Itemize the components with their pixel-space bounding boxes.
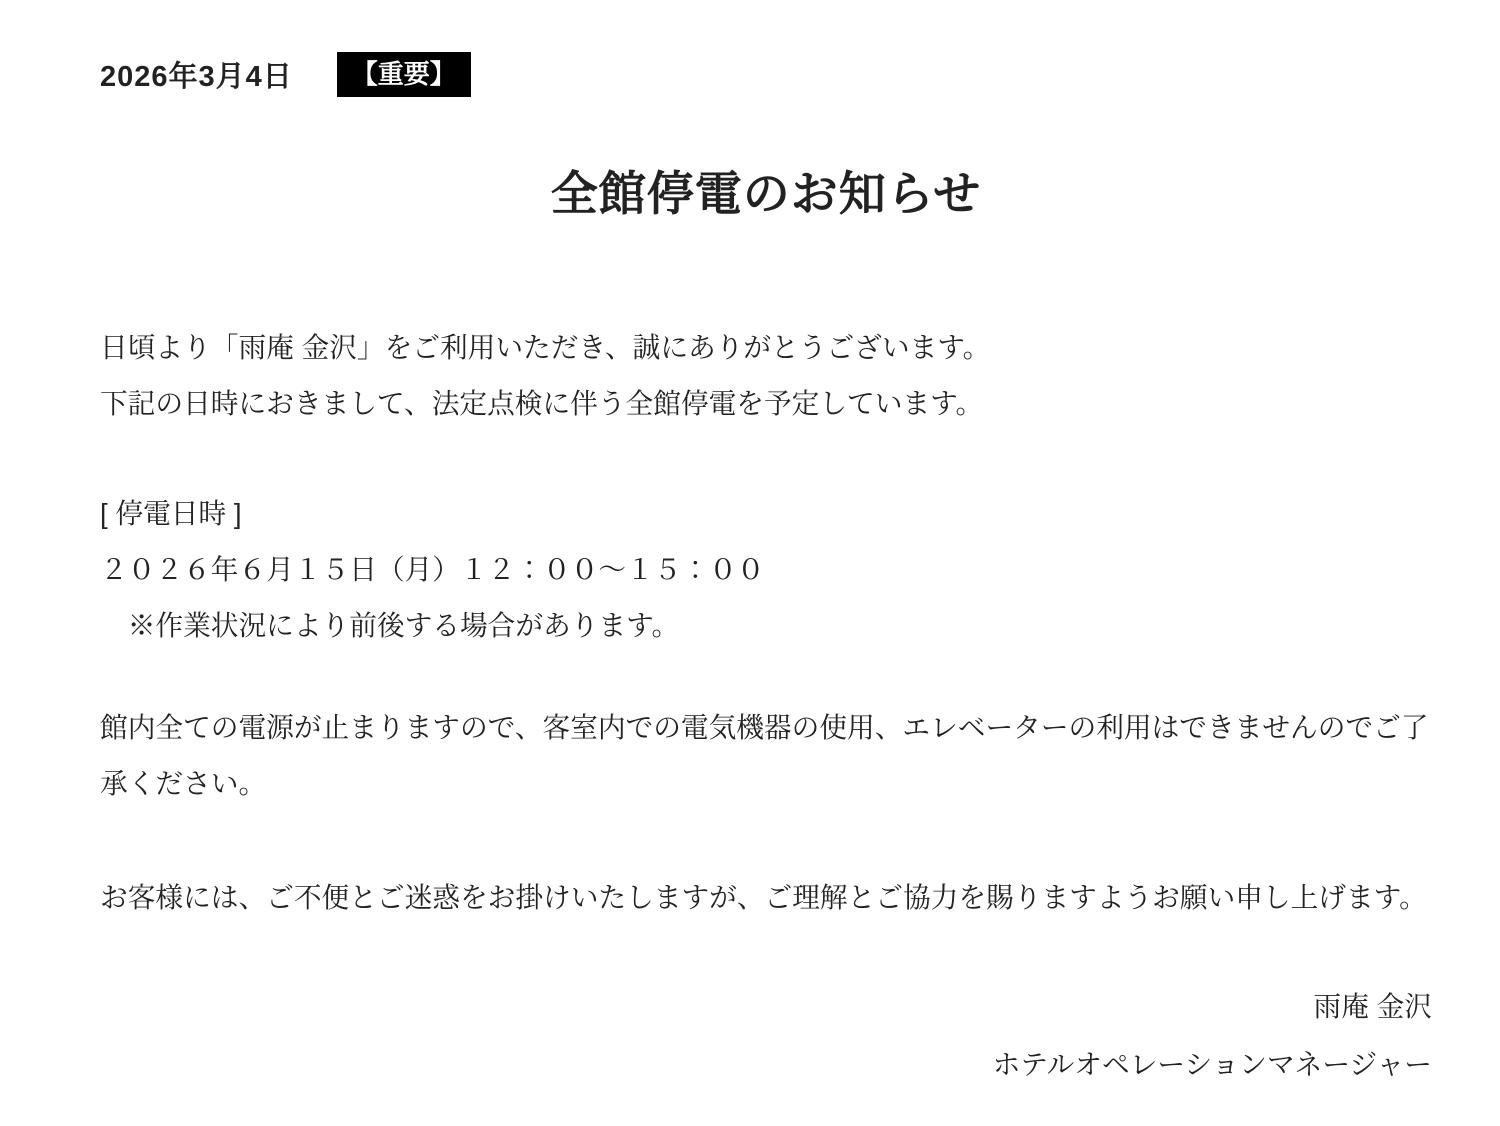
greeting-line-2: 下記の日時におきまして、法定点検に伴う全館停電を予定しています。 [100, 388, 984, 420]
outage-datetime-section [100, 486, 1432, 654]
outage-section-label: [ 停電日時 ] [100, 498, 242, 530]
apology-paragraph: お客様には、ご不便とご迷惑をお掛けいたしますが、ご理解とご協力を賜りますようお願い申し上げます。 [100, 882, 1427, 914]
greeting-line-1: 日頃より「雨庵 金沢」をご利用いただき、誠にありがとうございます。 [100, 332, 991, 364]
power-shutdown-notice-paragraph: 館内全ての電源が止まりますので、客室内での電気機器の使用、エレベーターの利用はできませんのでご了承ください。 [100, 712, 1429, 800]
signature-role: ホテルオペレーションマネージャー [992, 1049, 1432, 1081]
outage-note: ※作業状況により前後する場合があります。 [127, 610, 680, 642]
outage-datetime-value: ２０２６年６月１５日（月）１２：００～１５：００ [100, 554, 765, 586]
document-header [100, 52, 1432, 97]
signature-block [100, 978, 1432, 1094]
page-title: 全館停電のお知らせ [550, 167, 982, 221]
greeting-paragraph [100, 320, 1432, 432]
signature-hotel-name: 雨庵 金沢 [1313, 991, 1432, 1023]
issue-date: 2026年3月4日 [100, 61, 293, 94]
notice-body [100, 320, 1432, 1094]
important-badge: 【重要】 [337, 52, 471, 97]
